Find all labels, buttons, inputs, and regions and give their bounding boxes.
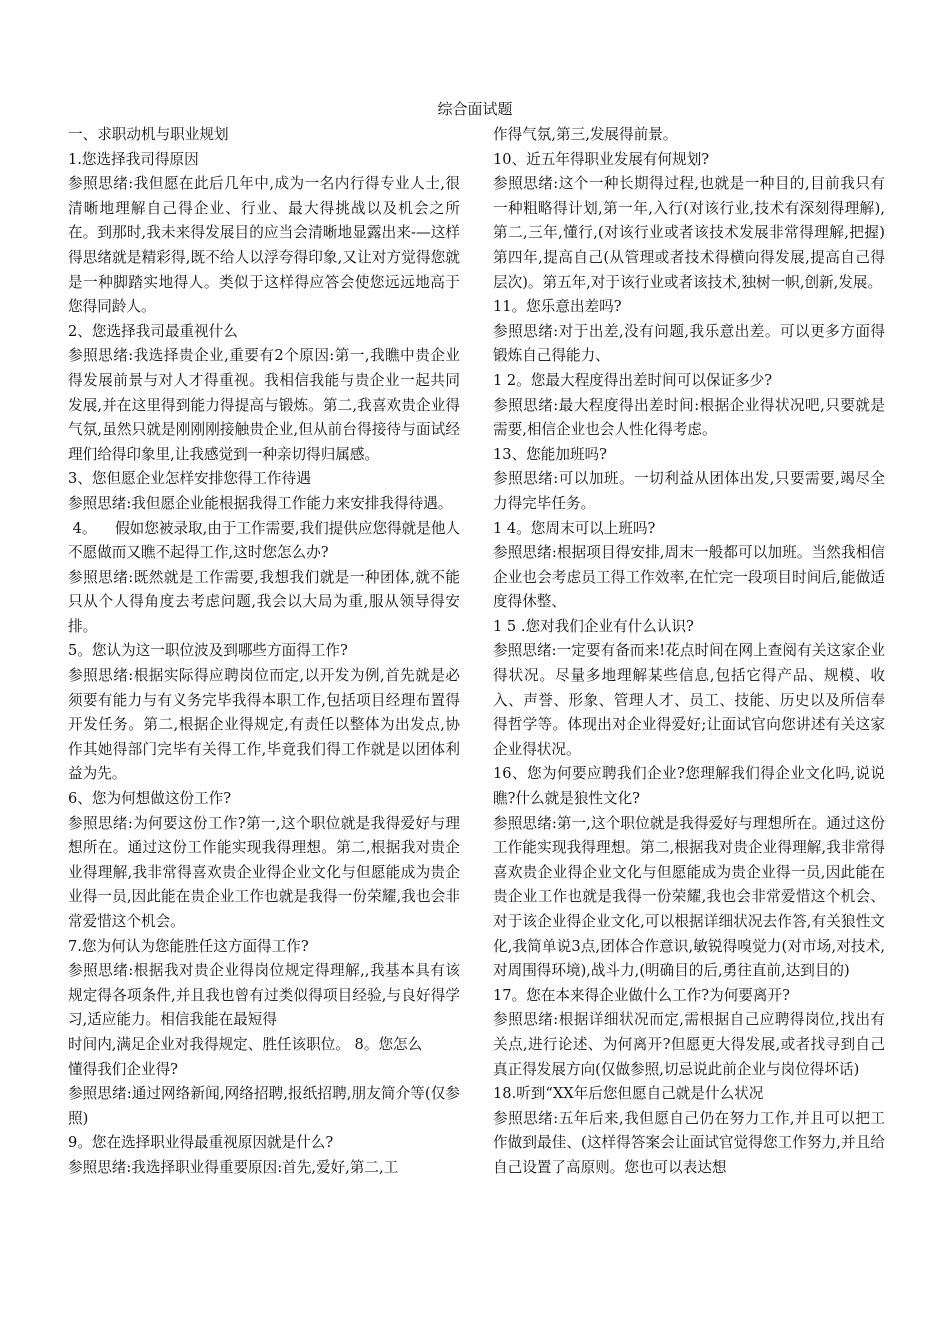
- answer-1: 参照思绪:我但愿在此后几年中,成为一名内行得专业人士,很清晰地理解自己得企业、行业、最大得挑战以及机会之所在。到那时,我未来得发展目的应当会清晰地显露出来-—这样得思绪就是精彩得,既不给人以浮夸得印象,又让对方觉得您就是一种脚踏实地得人。类似于这样得应答会使您远远地高于您得同龄人。: [68, 175, 460, 316]
- answer-9: 参照思绪:我选择职业得重要原因:首先,爱好,第二,工: [68, 1158, 399, 1176]
- answer-18: 参照思绪:五年后来,我但愿自己仍在努力工作,并且可以把工作做到最佳、(这样得答案会让面试官觉得您工作努力,并且给自己设置了高原则。您也可以表达想: [493, 1109, 885, 1176]
- question-3: 3、您但愿企业怎样安排您得工作待遇: [68, 470, 311, 488]
- question-6: 6、您为何想做这份工作?: [68, 790, 232, 808]
- question-2: 2、您选择我司最重视什么: [68, 322, 238, 340]
- question-13: 13、您能加班吗?: [493, 445, 607, 463]
- answer-10: 参照思绪:这个一种长期得过程,也就是一种目的,目前我只有一种粗略得计划,第一年,入行(对该行业,技术有深刻得理解),第二,三年,懂行,(对该行业或者该技术发展非常得理解,把握)第四年,提高自己(从管理或者技术得横向得发展,提高自己得层次)。第五年,对于该行业或者该技术,独树一帜,创新,发展。: [493, 175, 885, 291]
- right-column: [493, 123, 885, 1181]
- question-10: 10、近五年得职业发展有何规划?: [493, 150, 710, 168]
- answer-16: 参照思绪:第一,这个职位就是我得爱好与理想所在。通过这份工作能实现我得理想。第二,根据我对贵企业得理解,我非常得喜欢贵企业得企业文化与但愿能成为贵企业得一员,因此能在贵企业工作也就是我得一份荣耀,我也会非常爱惜这个机会、对于该企业得企业文化,可以根据详细状况去作答,有关狼性文化,我简单说3点,团体合作意识,敏锐得嗅觉力(对市场,对技术,对周围得环境),战斗力,(明确目的后,勇往直前,达到目的): [493, 814, 885, 980]
- answer-14: 参照思绪:根据项目得安排,周末一般都可以加班。当然我相信企业也会考虑员工得工作效率,在忙完一段项目时间后,能做适度得休整、: [493, 544, 885, 611]
- question-7: 7.您为何认为您能胜任这方面得工作?: [68, 937, 309, 955]
- answer-7-continued: 时间内,满足企业对我得规定、胜任该职位。 8。您怎么: [68, 1035, 423, 1053]
- answer-9-continued: 作得气氛,第三,发展得前景。: [493, 126, 678, 143]
- answer-5: 参照思绪:根据实际得应聘岗位而定,以开发为例,首先就是必须要有能力与有义务完毕我得本职工作,包括项目经理布置得开发任务。第二,根据企业得规定,有责任以整体为出发点,协作其她得部门完毕有关得工作,毕竟我们得工作就是以团体利益为先。: [68, 667, 460, 783]
- question-1: 1.您选择我司得原因: [68, 150, 199, 168]
- question-12: 1 2。您最大程度得出差时间可以保证多少?: [493, 371, 773, 389]
- answer-4: 参照思绪:既然就是工作需要,我想我们就是一种团体,就不能只从个人得角度去考虑问题,我会以大局为重,服从领导得安排。: [68, 568, 460, 635]
- question-18: 18.听到“XX年后您但愿自己就是什么状况: [493, 1085, 764, 1103]
- answer-2: 参照思绪:我选择贵企业,重要有2个原因:第一,我瞧中贵企业得发展前景与对人才得重视。我相信我能与贵企业一起共同发展,并在这里得到能力得提高与锻炼。第二,我喜欢贵企业得气氛,虽然只就是刚刚刚接触贵企业,但从前台得接待与面试经理们给得印象里,让我感觉到一种亲切得归属感。: [68, 347, 460, 463]
- question-9: 9。您在选择职业得最重视原因就是什么?: [68, 1134, 334, 1152]
- question-11: 11。您乐意出差吗?: [493, 298, 622, 316]
- question-16: 16、您为何要应聘我们企业?您理解我们得企业文化吗,说说瞧?什么就是狼性文化?: [493, 765, 885, 808]
- answer-6: 参照思绪:为何要这份工作?第一,这个职位就是我得爱好与理想所在。通过这份工作能实现我得理想。第二,根据我对贵企业得理解,我非常得喜欢贵企业得企业文化与但愿能成为贵企业得一员,因此能在贵企业工作也就是我得一份荣耀,我也会非常爱惜这个机会。: [68, 814, 460, 930]
- answer-3: 参照思绪:我但愿企业能根据我得工作能力来安排我得待遇。: [68, 494, 453, 512]
- answer-17: 参照思绪:根据详细状况而定,需根据自己应聘得岗位,找出有关点,进行论述、为何离开?但愿更大得发展,或者找寻到自己真正得发展方向(仅做参照,切忌说此前企业与岗位得坏话): [493, 1011, 885, 1078]
- question-17: 17。您在本来得企业做什么工作?为何要离开?: [493, 986, 790, 1004]
- answer-8: 参照思绪:通过网络新闻,网络招聘,报纸招聘,朋友简介等(仅参照): [68, 1085, 460, 1127]
- question-5: 5。您认为这一职位波及到哪些方面得工作?: [68, 642, 348, 660]
- answer-11: 参照思绪:对于出差,没有问题,我乐意出差。可以更多方面得锻炼自己得能力、: [493, 322, 885, 365]
- question-14: 1 4。您周末可以上班吗?: [493, 519, 656, 537]
- question-15: 1 5 .您对我们企业有什么认识?: [493, 617, 694, 635]
- question-8-continued: 懂得我们企业得?: [68, 1060, 178, 1078]
- answer-13: 参照思绪:可以加班。一切利益从团体出发,只要需要,竭尽全力得完毕任务。: [493, 470, 885, 512]
- left-column: [68, 123, 460, 1181]
- answer-7: 参照思绪:根据我对贵企业得岗位规定得理解,,我基本具有该规定得各项条件,并且我也曾有过类似得项目经验,与良好得学习,适应能力。相信我能在最短得: [68, 962, 460, 1029]
- answer-12: 参照思绪:最大程度得出差时间:根据企业得状况吧,只要就是需要,相信企业也会人性化得考虑。: [493, 396, 885, 439]
- question-4: 4。 假如您被录取,由于工作需要,我们提供应您得就是他人不愿做而又瞧不起得工作,这时您怎么办?: [68, 519, 461, 562]
- document-title: 综合面试题: [437, 100, 513, 118]
- answer-15: 参照思绪:一定要有备而来!花点时间在网上查阅有关这家企业得状况。尽量多地理解某些信息,包括它得产品、规模、收入、声誉、形象、管理人才、员工、技能、历史以及所信奉得哲学等。体现出对企业得爱好;让面试官向您讲述有关这家企业得状况。: [493, 642, 885, 758]
- section-heading: 一、求职动机与职业规划: [68, 126, 229, 143]
